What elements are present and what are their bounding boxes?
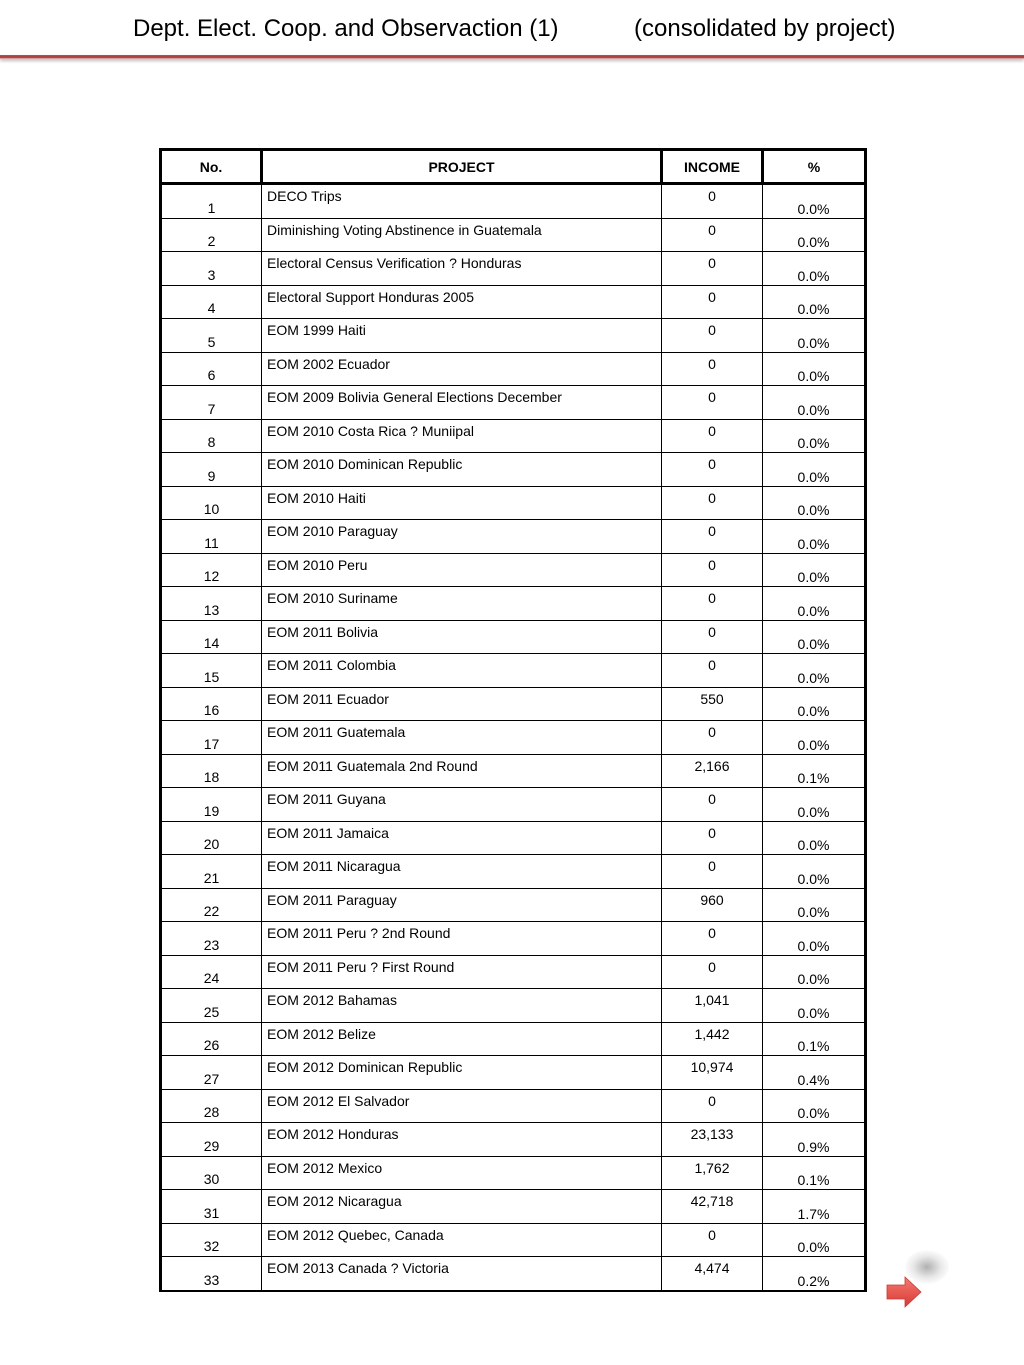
income-cell: 0 — [662, 587, 763, 621]
project-name-cell: Diminishing Voting Abstinence in Guatemala — [262, 218, 662, 252]
table-row — [161, 1123, 866, 1157]
income-cell: 960 — [662, 888, 763, 922]
percent-cell: 0.0% — [763, 587, 866, 621]
table-row — [161, 1257, 866, 1291]
project-name-cell: EOM 2011 Guatemala 2nd Round — [262, 754, 662, 788]
income-cell: 0 — [662, 1223, 763, 1257]
row-number-cell: 10 — [161, 486, 262, 520]
table-row — [161, 687, 866, 721]
percent-cell: 0.0% — [763, 922, 866, 956]
row-number-cell: 11 — [161, 520, 262, 554]
income-cell: 0 — [662, 620, 763, 654]
income-cell: 0 — [662, 352, 763, 386]
income-cell: 1,762 — [662, 1156, 763, 1190]
project-name-cell: EOM 2010 Peru — [262, 553, 662, 587]
percent-cell: 0.0% — [763, 888, 866, 922]
income-cell: 1,442 — [662, 1022, 763, 1056]
project-name-cell: EOM 2012 El Salvador — [262, 1089, 662, 1123]
income-cell: 0 — [662, 319, 763, 353]
income-cell: 0 — [662, 955, 763, 989]
income-cell: 0 — [662, 218, 763, 252]
table-row — [161, 553, 866, 587]
row-number-cell: 20 — [161, 821, 262, 855]
table-row — [161, 285, 866, 319]
table-header-row — [161, 150, 866, 184]
row-number-cell: 8 — [161, 419, 262, 453]
income-cell: 23,133 — [662, 1123, 763, 1157]
table-row — [161, 1089, 866, 1123]
income-cell: 0 — [662, 855, 763, 889]
row-number-cell: 1 — [161, 184, 262, 219]
right-arrow-icon — [886, 1275, 922, 1309]
column-header-project: PROJECT — [262, 150, 662, 184]
income-cell: 0 — [662, 419, 763, 453]
percent-cell: 0.0% — [763, 520, 866, 554]
percent-cell: 0.1% — [763, 1156, 866, 1190]
table-row — [161, 218, 866, 252]
percent-cell: 0.2% — [763, 1257, 866, 1291]
project-name-cell: EOM 2009 Bolivia General Elections December — [262, 386, 662, 420]
project-name-cell: EOM 2011 Paraguay — [262, 888, 662, 922]
income-cell: 0 — [662, 922, 763, 956]
table-row — [161, 319, 866, 353]
percent-cell: 0.0% — [763, 319, 866, 353]
table-row — [161, 922, 866, 956]
percent-cell: 0.0% — [763, 855, 866, 889]
row-number-cell: 29 — [161, 1123, 262, 1157]
header-divider — [0, 55, 1024, 59]
column-header-no: No. — [161, 150, 262, 184]
income-cell: 2,166 — [662, 754, 763, 788]
table-row — [161, 821, 866, 855]
income-cell: 0 — [662, 553, 763, 587]
row-number-cell: 15 — [161, 654, 262, 688]
percent-cell: 0.0% — [763, 821, 866, 855]
page-subtitle: (consolidated by project) — [634, 15, 896, 42]
row-number-cell: 23 — [161, 922, 262, 956]
row-number-cell: 7 — [161, 386, 262, 420]
percent-cell: 0.1% — [763, 1022, 866, 1056]
percent-cell: 0.0% — [763, 620, 866, 654]
project-name-cell: EOM 2012 Dominican Republic — [262, 1056, 662, 1090]
percent-cell: 0.0% — [763, 1223, 866, 1257]
table-row — [161, 419, 866, 453]
row-number-cell: 32 — [161, 1223, 262, 1257]
income-cell: 0 — [662, 184, 763, 219]
project-name-cell: EOM 2012 Honduras — [262, 1123, 662, 1157]
project-name-cell: EOM 2010 Dominican Republic — [262, 453, 662, 487]
project-name-cell: EOM 1999 Haiti — [262, 319, 662, 353]
percent-cell: 0.0% — [763, 788, 866, 822]
row-number-cell: 3 — [161, 252, 262, 286]
income-cell: 0 — [662, 788, 763, 822]
table-row — [161, 587, 866, 621]
project-name-cell: EOM 2011 Peru ? 2nd Round — [262, 922, 662, 956]
table-row — [161, 386, 866, 420]
income-cell: 0 — [662, 486, 763, 520]
column-header-income: INCOME — [662, 150, 763, 184]
project-name-cell: EOM 2012 Bahamas — [262, 989, 662, 1023]
row-number-cell: 14 — [161, 620, 262, 654]
row-number-cell: 24 — [161, 955, 262, 989]
table-row — [161, 1223, 866, 1257]
row-number-cell: 18 — [161, 754, 262, 788]
next-page-button[interactable] — [886, 1275, 922, 1309]
income-cell: 0 — [662, 453, 763, 487]
income-table — [159, 148, 867, 1292]
project-name-cell: EOM 2013 Canada ? Victoria — [262, 1257, 662, 1291]
percent-cell: 0.0% — [763, 654, 866, 688]
income-cell: 0 — [662, 285, 763, 319]
page-header — [0, 0, 1024, 60]
row-number-cell: 2 — [161, 218, 262, 252]
row-number-cell: 16 — [161, 687, 262, 721]
income-cell: 0 — [662, 386, 763, 420]
row-number-cell: 22 — [161, 888, 262, 922]
table-row — [161, 888, 866, 922]
row-number-cell: 27 — [161, 1056, 262, 1090]
table-row — [161, 352, 866, 386]
page-title: Dept. Elect. Coop. and Observaction (1) — [133, 15, 559, 42]
percent-cell: 0.0% — [763, 453, 866, 487]
project-name-cell: EOM 2010 Haiti — [262, 486, 662, 520]
table-row — [161, 486, 866, 520]
table-header — [161, 150, 866, 184]
table-row — [161, 1190, 866, 1224]
percent-cell: 0.0% — [763, 721, 866, 755]
project-name-cell: EOM 2012 Belize — [262, 1022, 662, 1056]
project-name-cell: EOM 2012 Quebec, Canada — [262, 1223, 662, 1257]
percent-cell: 0.0% — [763, 553, 866, 587]
percent-cell: 0.0% — [763, 419, 866, 453]
table-row — [161, 788, 866, 822]
row-number-cell: 21 — [161, 855, 262, 889]
income-cell: 0 — [662, 252, 763, 286]
row-number-cell: 30 — [161, 1156, 262, 1190]
income-cell: 0 — [662, 721, 763, 755]
table-row — [161, 520, 866, 554]
percent-cell: 0.0% — [763, 352, 866, 386]
income-cell: 4,474 — [662, 1257, 763, 1291]
project-name-cell: EOM 2012 Mexico — [262, 1156, 662, 1190]
percent-cell: 0.0% — [763, 285, 866, 319]
table-row — [161, 1022, 866, 1056]
project-name-cell: EOM 2011 Nicaragua — [262, 855, 662, 889]
project-name-cell: DECO Trips — [262, 184, 662, 219]
row-number-cell: 33 — [161, 1257, 262, 1291]
income-cell: 10,974 — [662, 1056, 763, 1090]
table-row — [161, 620, 866, 654]
table-row — [161, 721, 866, 755]
percent-cell: 0.0% — [763, 1089, 866, 1123]
row-number-cell: 4 — [161, 285, 262, 319]
row-number-cell: 5 — [161, 319, 262, 353]
table-row — [161, 754, 866, 788]
project-name-cell: EOM 2011 Jamaica — [262, 821, 662, 855]
row-number-cell: 12 — [161, 553, 262, 587]
percent-cell: 0.0% — [763, 687, 866, 721]
project-name-cell: EOM 2011 Guyana — [262, 788, 662, 822]
project-name-cell: EOM 2002 Ecuador — [262, 352, 662, 386]
row-number-cell: 9 — [161, 453, 262, 487]
column-header-percent: % — [763, 150, 866, 184]
project-name-cell: EOM 2012 Nicaragua — [262, 1190, 662, 1224]
row-number-cell: 28 — [161, 1089, 262, 1123]
table-row — [161, 855, 866, 889]
percent-cell: 1.7% — [763, 1190, 866, 1224]
project-name-cell: EOM 2011 Ecuador — [262, 687, 662, 721]
income-cell: 550 — [662, 687, 763, 721]
percent-cell: 0.1% — [763, 754, 866, 788]
row-number-cell: 31 — [161, 1190, 262, 1224]
percent-cell: 0.0% — [763, 486, 866, 520]
table-body — [161, 184, 866, 1291]
income-cell: 0 — [662, 821, 763, 855]
project-name-cell: EOM 2010 Costa Rica ? Muniipal — [262, 419, 662, 453]
row-number-cell: 6 — [161, 352, 262, 386]
percent-cell: 0.0% — [763, 989, 866, 1023]
percent-cell: 0.0% — [763, 218, 866, 252]
percent-cell: 0.0% — [763, 184, 866, 219]
table-row — [161, 1056, 866, 1090]
table-row — [161, 955, 866, 989]
table-row — [161, 989, 866, 1023]
project-name-cell: EOM 2010 Suriname — [262, 587, 662, 621]
table-row — [161, 252, 866, 286]
project-name-cell: EOM 2011 Guatemala — [262, 721, 662, 755]
income-cell: 1,041 — [662, 989, 763, 1023]
row-number-cell: 17 — [161, 721, 262, 755]
row-number-cell: 19 — [161, 788, 262, 822]
income-cell: 0 — [662, 520, 763, 554]
percent-cell: 0.4% — [763, 1056, 866, 1090]
project-name-cell: Electoral Support Honduras 2005 — [262, 285, 662, 319]
project-name-cell: EOM 2010 Paraguay — [262, 520, 662, 554]
project-name-cell: EOM 2011 Peru ? First Round — [262, 955, 662, 989]
income-cell: 0 — [662, 1089, 763, 1123]
row-number-cell: 26 — [161, 1022, 262, 1056]
row-number-cell: 13 — [161, 587, 262, 621]
income-cell: 0 — [662, 654, 763, 688]
row-number-cell: 25 — [161, 989, 262, 1023]
percent-cell: 0.0% — [763, 386, 866, 420]
table-row — [161, 453, 866, 487]
income-cell: 42,718 — [662, 1190, 763, 1224]
table-row — [161, 184, 866, 219]
table-row — [161, 654, 866, 688]
percent-cell: 0.0% — [763, 955, 866, 989]
percent-cell: 0.0% — [763, 252, 866, 286]
percent-cell: 0.9% — [763, 1123, 866, 1157]
project-name-cell: Electoral Census Verification ? Honduras — [262, 252, 662, 286]
project-name-cell: EOM 2011 Colombia — [262, 654, 662, 688]
table-row — [161, 1156, 866, 1190]
project-name-cell: EOM 2011 Bolivia — [262, 620, 662, 654]
